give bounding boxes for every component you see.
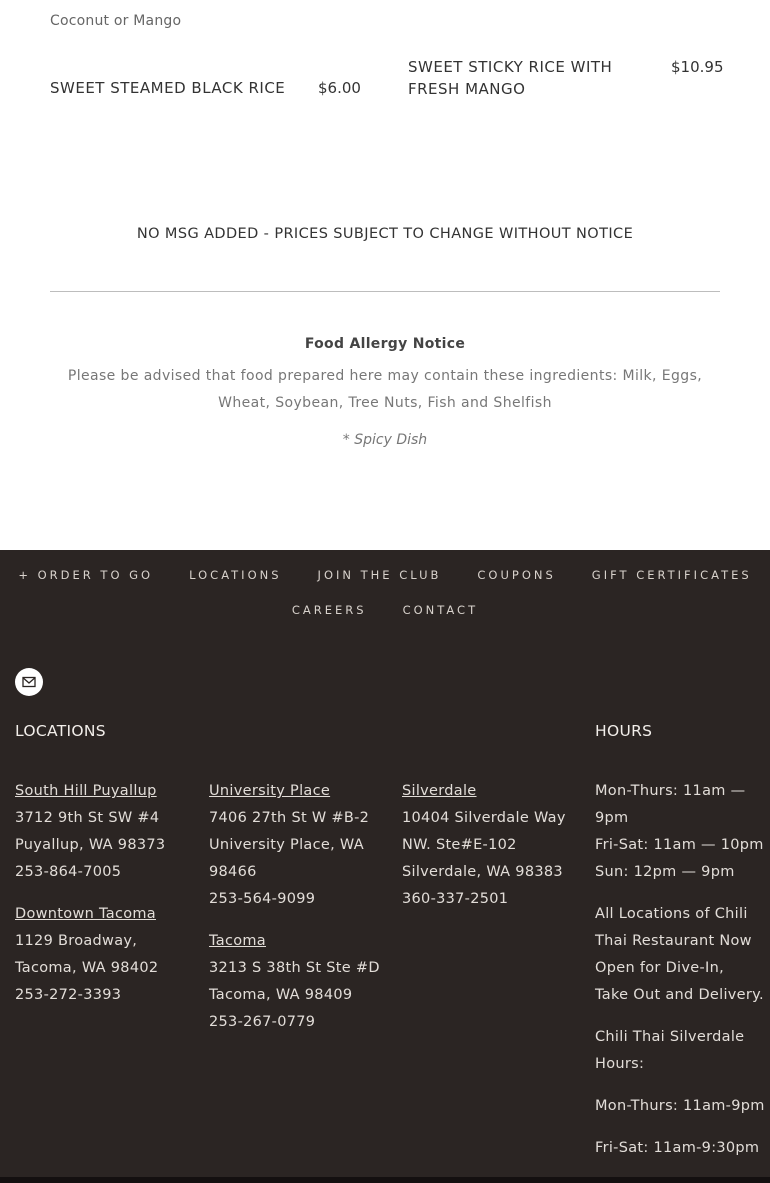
address-line: NW. Ste#E-102 [402, 837, 517, 853]
menu-item-sticky-rice-line2: FRESH MANGO [408, 80, 526, 98]
address-line: Tacoma, WA 98409 [209, 987, 353, 1003]
hours-column [595, 778, 765, 1162]
nav-coupons[interactable]: COUPONS [477, 568, 556, 582]
hours-line: Mon-Thurs: 11am — [595, 783, 746, 799]
mail-button[interactable] [15, 668, 43, 696]
address-line: Puyallup, WA 98373 [15, 837, 166, 853]
nav-careers[interactable]: CAREERS [291, 603, 367, 617]
hours-note: Thai Restaurant Now [595, 933, 752, 949]
address-line: 3712 9th St SW #4 [15, 810, 160, 826]
hours-line: Mon-Thurs: 11am-9pm [595, 1098, 765, 1114]
msg-notice: NO MSG ADDED - PRICES SUBJECT TO CHANGE WITHOUT NOTICE [136, 226, 634, 242]
menu-item-sticky-rice [408, 56, 612, 100]
address-line: 10404 Silverdale Way [402, 810, 566, 826]
locations-column-2 [209, 778, 389, 1036]
address-line: University Place, WA [209, 837, 364, 853]
allergy-text: Please be advised that food prepared here may contain these ingredients: Milk, Eggs, Wheat, Soybean, Tree Nuts, Fish and Shelfish [67, 368, 703, 411]
menu-item-sticky-rice-line1: SWEET STICKY RICE WITH [408, 58, 613, 76]
address-line: 3213 S 38th St Ste #D [209, 960, 380, 976]
price-sticky-rice: $10.95 [671, 58, 724, 76]
footer-bottom-bar [0, 1177, 770, 1183]
address-line: Silverdale, WA 98383 [402, 864, 563, 880]
phone-number: 253-272-3393 [15, 987, 122, 1003]
menu-item-black-rice: SWEET STEAMED BLACK RICE [50, 79, 286, 97]
menu-section [0, 0, 770, 550]
nav-order-to-go[interactable]: + ORDER TO GO [18, 568, 154, 582]
hours-line: Sun: 12pm — 9pm [595, 864, 735, 880]
divider [50, 291, 720, 292]
location-link-silverdale[interactable]: Silverdale [402, 783, 477, 799]
phone-number: 360-337-2501 [402, 891, 509, 907]
hours-note: Open for Dive-In, [595, 960, 724, 976]
address-line: Tacoma, WA 98402 [15, 960, 159, 976]
hours-line: Fri-Sat: 11am — 10pm [595, 837, 764, 853]
address-line: 7406 27th St W #B-2 [209, 810, 370, 826]
footer-nav-row-1 [0, 568, 770, 582]
hours-line: 9pm [595, 810, 629, 826]
hours-note: Take Out and Delivery. [595, 987, 764, 1003]
nav-join-the-club[interactable]: JOIN THE CLUB [317, 568, 442, 582]
location-link-south-hill[interactable]: South Hill Puyallup [15, 783, 157, 799]
nav-gift-certificates[interactable]: GIFT CERTIFICATES [591, 568, 752, 582]
phone-number: 253-564-9099 [209, 891, 316, 907]
hours-line: Fri-Sat: 11am-9:30pm [595, 1140, 760, 1156]
locations-column-3 [402, 778, 587, 913]
location-link-university-place[interactable]: University Place [209, 783, 331, 799]
hours-heading: HOURS [595, 722, 653, 740]
nav-contact[interactable]: CONTACT [402, 603, 479, 617]
locations-column-1 [15, 778, 195, 1009]
location-link-tacoma[interactable]: Tacoma [209, 933, 266, 949]
address-line: 1129 Broadway, [15, 933, 138, 949]
locations-heading: LOCATIONS [15, 722, 106, 740]
hours-note: Chili Thai Silverdale [595, 1029, 745, 1045]
address-line: 98466 [209, 864, 257, 880]
nav-locations[interactable]: LOCATIONS [189, 568, 282, 582]
item-description: Coconut or Mango [50, 13, 182, 29]
location-link-downtown-tacoma[interactable]: Downtown Tacoma [15, 906, 156, 922]
footer-nav-row-2 [0, 603, 770, 617]
hours-note: Hours: [595, 1056, 645, 1072]
price-black-rice: $6.00 [318, 79, 361, 97]
phone-number: 253-267-0779 [209, 1014, 316, 1030]
mail-icon [22, 676, 36, 688]
allergy-title: Food Allergy Notice [304, 336, 466, 352]
footer [0, 550, 770, 1177]
hours-note: All Locations of Chili [595, 906, 748, 922]
spicy-note: * Spicy Dish [342, 432, 428, 448]
phone-number: 253-864-7005 [15, 864, 122, 880]
